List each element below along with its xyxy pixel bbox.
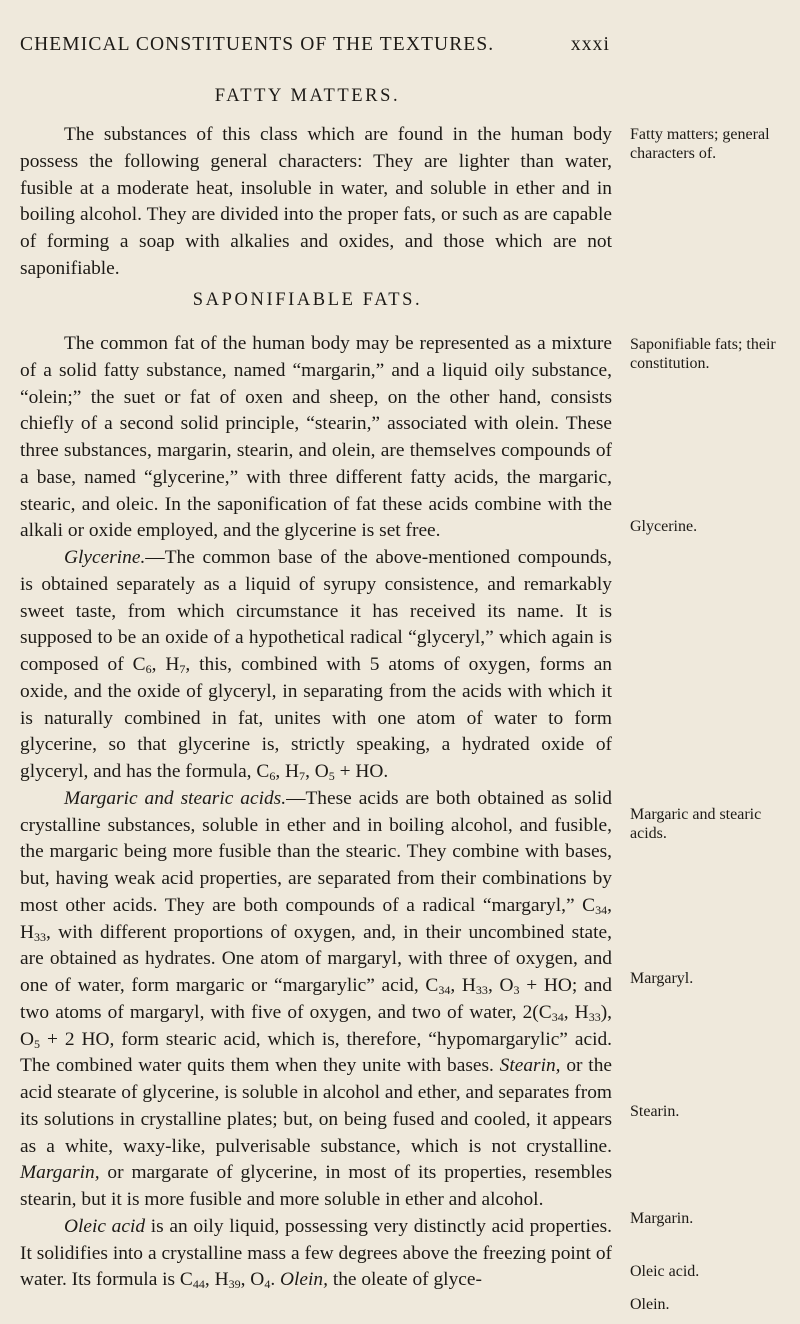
margin-note-glycerine: Glycerine. [630, 518, 698, 535]
term-stearin: Stearin, [499, 1055, 561, 1077]
margin-note-olein: Olein. [630, 1296, 670, 1313]
term-margarin: Margarin, [20, 1162, 100, 1184]
term-margaric-stearic: Margaric and stearic acids. [64, 787, 287, 809]
running-title: CHEMICAL CONSTITUENTS OF THE TEXTURES. [20, 34, 495, 55]
term-oleic-acid: Oleic acid [64, 1215, 146, 1237]
paragraph-margaric-stearic: Margaric and stearic acids.—These acids are both obtained as solid crystalline substances, soluble in ether and in boiling alcohol, and fusible, the margaric being more fusible than the stearic. They combine with bases, but, having weak acid properties, are separated from their combinations by most other acids. They are both compounds of a radical “margaryl,” $C_{34}$, $H_{33}$, with different proportions of oxygen, and, in their uncombined state, are obtained as hydrates. One atom of margaryl, with three of oxygen, and one of water, form margaric or “margarylic” acid, $C_{34}$, $H_{33}$, $O_3$ + HO; and two atoms of margaryl, with five of oxygen, and two of water, $2(C_{34}$, $H_{33}$), $O_5 + 2$ HO, form stearic acid, which is, therefore, “hypomargarylic” acid. The combined water quits them when they unite with bases. Stearin, or the acid stearate of glycerine, is soluble in alcohol and ether, and separates from its solutions in crystalline plates; but, on being fused and cooled, it appears as a white, waxy-like, pulverisable substance, which is not crystalline. Margarin, or margarate of glycerine, in most of its properties, resembles stearin, but it is more fusible and more soluble in ether and alcohol. [20, 787, 613, 1210]
margin-note-margaric: Margaric and stearic acids. [630, 806, 762, 842]
margin-note-margarin: Margarin. [630, 1210, 694, 1227]
section-heading-saponifiable-fats: SAPONIFIABLE FATS. [192, 290, 423, 310]
term-olein: Olein, [280, 1269, 328, 1291]
page-number: xxxi [570, 34, 610, 55]
section-heading-fatty-matters: FATTY MATTERS. [214, 86, 401, 106]
paragraph-glycerine: Glycerine.—The common base of the above-mentioned compounds, is obtained separately as a liquid of syrupy consistence, and remarkably sweet taste, from which circumstance it has received its name. It is supposed to be an oxide of a hypothetical radical “glyceryl,” which again is composed of $C_6$, $H_7$, this, combined with 5 atoms of oxygen, forms an oxide, and the oxide of glyceryl, in separating from the acids with which it is naturally combined in fat, unites with one atom of water to form glycerine, so that glycerine is, strictly speaking, a hydrated oxide of glyceryl, and has the formula, $C_6$, $H_7$, $O_5$ + HO. [20, 547, 612, 783]
margin-note-saponifiable: Saponifiable fats; their constitution. [630, 336, 776, 372]
saponifiable-body [20, 331, 612, 1294]
margin-note-fatty-matters: Fatty matters; general characters of. [630, 126, 770, 162]
paragraph-common-fat: The common fat of the human body may be represented as a mixture of a solid fatty substance, named “margarin,” and a liquid oily substance, “olein;” the suet or fat of oxen and sheep, on the other hand, consists chiefly of a second solid principle, “stearin,” associated with olein. These three substances, margarin, stearin, and olein, are themselves compounds of a base, named “glycerine,” with three different fatty acids, the margaric, stearic, and oleic. In the saponification of fat these acids combine with the alkali or oxide employed, and the glycerine is set free. [20, 333, 612, 542]
fatty-matters-body [20, 122, 612, 283]
running-header [20, 34, 610, 56]
term-glycerine: Glycerine. [64, 547, 146, 568]
paragraph-intro: The substances of this class which are found in the human body possess the following general characters: They are lighter than water, fusible at a moderate heat, insoluble in water, and soluble in ether and in boiling alcohol. They are divided into the proper fats, or such as are capable of forming a soap with alkalies and oxides, and those which are not saponifiable. [20, 124, 612, 279]
margin-note-margaryl: Margaryl. [630, 970, 694, 987]
paragraph-oleic: Oleic acid is an oily liquid, possessing very distinctly acid properties. It solidifies into a crystalline mass a few degrees above the freezing point of water. Its formula is $C_{44}$, $H_{39}$, $O_4$. Olein, the oleate of glyce- [20, 1215, 612, 1292]
margin-note-stearin: Stearin. [630, 1103, 680, 1120]
margin-note-oleic: Oleic acid. [630, 1263, 700, 1280]
